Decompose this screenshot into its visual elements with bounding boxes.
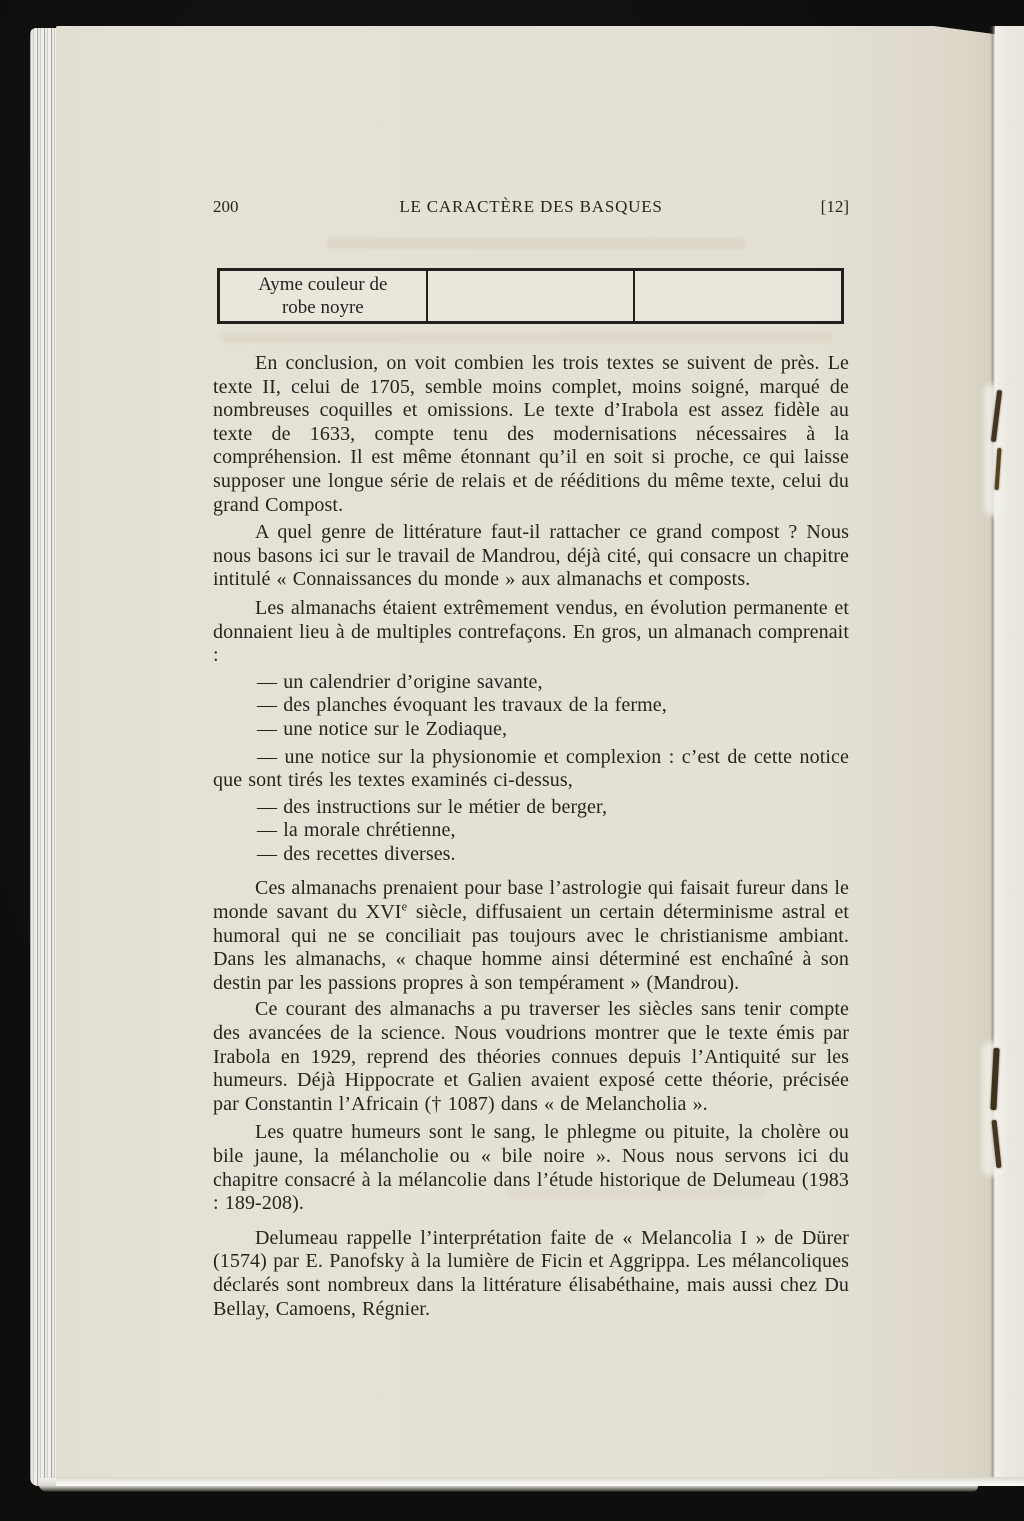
- list-item-zodiaque: — une notice sur le Zodiaque,: [257, 717, 508, 740]
- paragraph-astrologie: [213, 877, 849, 995]
- page-number: 200: [213, 197, 239, 216]
- ordinal-superscript: e: [401, 899, 408, 914]
- paragraph-delumeau: Delumeau rappelle l’interprétation faite de « Melancolia I » de Dürer (1574) par E. Panofsky à la lumière de Ficin et Aggrippa. Les mélancoliques déclarés sont nombreux dans la littérature élisabéthaine, mais aussi chez Du Bellay, Camoens, Régnier.: [213, 1226, 849, 1320]
- list-item-planches: — des planches évoquant les travaux de la ferme,: [257, 694, 667, 717]
- list-item-recettes: — des recettes diverses.: [257, 842, 456, 865]
- table-cell-1-line-2: robe noyre: [281, 297, 364, 318]
- show-through: [326, 238, 746, 249]
- table-cell-1-line-1: Ayme couleur de: [258, 274, 388, 295]
- almanach-contents-list: [213, 671, 849, 867]
- page-bottom-edge: [56, 1477, 1024, 1486]
- running-title: LE CARACTÈRE DES BASQUES: [399, 197, 663, 216]
- table-cell-3: [635, 271, 841, 321]
- paragraph-courant: Ce courant des almanachs a pu traverser les siècles sans tenir compte des avancées de la science. Nous voudrions montrer que le texte émis par Irabola en 1929, reprend des théories connues depuis l’Antiquité sur les humeurs. Déjà Hippocrate et Galien avaient exposé cette théorie, précisée par Constantin l’Africain († 1087) dans « de Melancholia ».: [213, 998, 849, 1115]
- next-page-edge: [995, 26, 1024, 1486]
- paragraph-humeurs: Les quatre humeurs sont le sang, le phlegme ou pituite, la cholère ou bile jaune, la mélancholie ou « bile noire ». Nous nous servons ici du chapitre consacré à la mélancolie dans l’étude historique de Delumeau (1983 : 189-208).: [213, 1121, 849, 1215]
- running-header: [213, 197, 849, 217]
- list-item-morale: — la morale chrétienne,: [257, 819, 456, 842]
- list-item-berger: — des instructions sur le métier de berger,: [257, 795, 608, 818]
- paragraph-astrologie-end: siècle, diffusaient un certain déterminisme astral et humoral qui ne se conciliait pas toujours avec le christianisme ambiant. Dans les almanachs, « chaque homme ainsi déterminé est enchaîné à son destin par les passions propres à son tempérament » (Mandrou).: [213, 901, 849, 994]
- body-text: [213, 352, 849, 1321]
- list-item-physionomie: — une notice sur la physionomie et complexion : c’est de cette notice que sont tirés les textes examinés ci-dessus,: [213, 745, 849, 792]
- data-table: [217, 268, 844, 324]
- reference-marker: [12]: [820, 197, 849, 216]
- paragraph-conclusion: En conclusion, on voit combien les trois textes se suivent de près. Le texte II, celui de 1705, semble moins complet, moins soigné, marqué de nombreuses coquilles et omissions. Le texte d’Irabola est assez fidèle au texte de 1633, compte tenu des modernisations nécessaires à la compréhension. Il est même étonnant qu’il en soit si proche, ce qui laisse supposer une longue série de relais et de rééditions du même texte, celui du grand Compost.: [213, 352, 849, 516]
- paragraph-genre: A quel genre de littérature faut-il rattacher ce grand compost ? Nous nous basons ici sur le travail de Mandrou, déjà cité, qui consacre un chapitre intitulé « Connaissances du monde » aux almanachs et composts.: [213, 521, 849, 591]
- table-cell-2: [428, 271, 636, 321]
- paragraph-almanachs-vendus: Les almanachs étaient extrêmement vendus, en évolution permanente et donnaient lieu à de multiples contrefaçons. En gros, un almanach comprenait :: [213, 596, 849, 667]
- show-through: [221, 332, 833, 343]
- page-edge-stack-left: [30, 28, 57, 1486]
- book-page: [56, 26, 1024, 1486]
- paragraph-astrologie-start: Ces almanachs prenaient pour base l’astrologie qui faisait fureur dans le monde savant du XVI: [213, 877, 849, 924]
- list-item-calendrier: — un calendrier d’origine savante,: [257, 670, 543, 693]
- table-cell-1: [220, 271, 428, 321]
